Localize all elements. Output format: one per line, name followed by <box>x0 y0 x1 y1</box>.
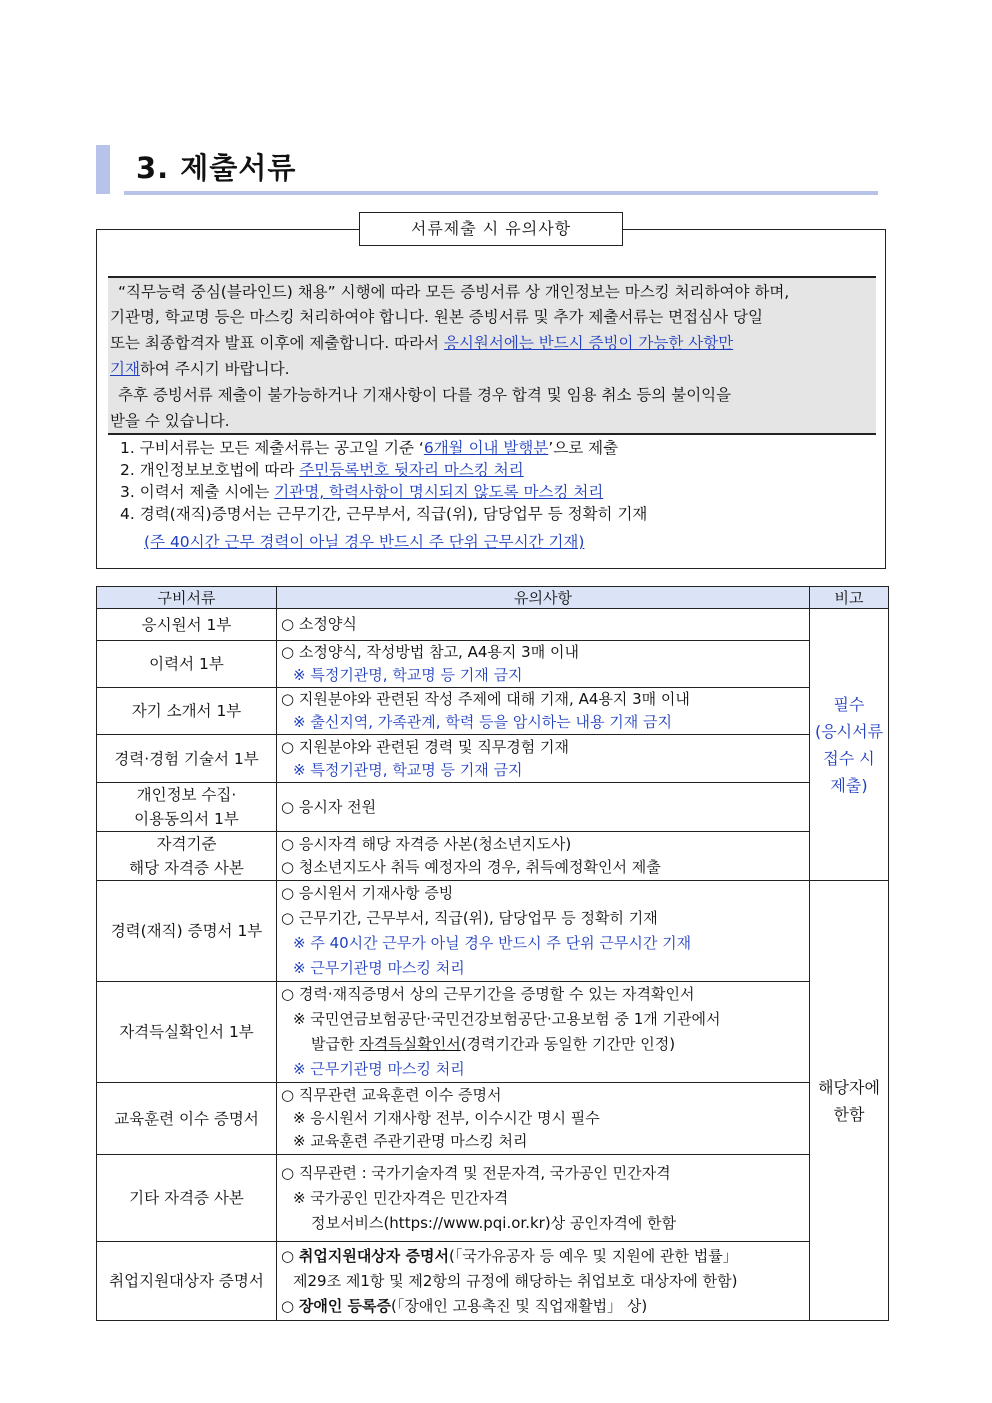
note-bold: 장애인 등록증 <box>298 1296 392 1315</box>
note-text: (「국가유공자 등 예우 및 지원에 관한 법률」 <box>448 1246 738 1265</box>
notice-item-3-em: 기관명, 학력사항이 명시되지 않도록 마스킹 처리 <box>274 483 604 501</box>
notice-sub-note: (주 40시간 근무 경력이 아닐 경우 반드시 주 단위 근무시간 기재) <box>144 533 585 551</box>
notice-emphasis: 응시원서에는 반드시 증빙이 가능한 사항만 <box>443 334 734 352</box>
notice-item-3 <box>120 480 603 502</box>
note-line: ○ 직무관련 : 국가기술자격 및 전문자격, 국가공인 민간자격 <box>281 1163 671 1182</box>
table-row <box>97 688 889 735</box>
doc-name-line: 이용동의서 1부 <box>134 810 239 828</box>
section-underline <box>124 191 878 195</box>
notice-item-1-post: ’으로 제출 <box>548 439 619 457</box>
note-line: ※ 근무기관명 마스킹 처리 <box>293 959 465 977</box>
doc-notes <box>277 735 810 783</box>
notice-line-4 <box>110 357 290 379</box>
table-row <box>97 1083 889 1155</box>
document-table <box>96 586 889 1321</box>
notice-item-2 <box>120 458 524 480</box>
doc-name <box>97 783 277 832</box>
doc-notes <box>277 881 810 982</box>
notice-item-2-pre: 2. 개인정보보호법에 따라 <box>120 461 300 479</box>
note-line: ※ 출신지역, 가족관계, 학력 등을 암시하는 내용 기재 금지 <box>293 713 673 731</box>
note-text: (경력기간과 동일한 기간만 인정) <box>460 1035 676 1053</box>
remark-applicable <box>810 881 889 1321</box>
note-line: ○ 소정양식, 작성방법 참고, A4용지 3매 이내 <box>281 643 579 661</box>
note-line: ※ 국가공인 민간자격은 민간자격 <box>293 1188 509 1207</box>
note-line: ○ 청소년지도사 취득 예정자의 경우, 취득예정확인서 제출 <box>281 858 661 876</box>
table-header-row <box>97 587 889 609</box>
remark-line: 제출) <box>830 775 868 795</box>
note-line: ※ 근무기관명 마스킹 처리 <box>293 1060 465 1078</box>
doc-name: 기타 자격증 사본 <box>97 1155 277 1242</box>
note-line: ○ 지원분야와 관련된 경력 및 직무경험 기재 <box>281 737 570 756</box>
notice-item-1 <box>120 436 618 458</box>
note-line: ○ 소정양식 <box>281 615 357 633</box>
note-text: 발급한 <box>311 1035 360 1053</box>
table-row <box>97 641 889 688</box>
note-line: ○ 지원분야와 관련된 작성 주제에 대해 기재, A4용지 3매 이내 <box>281 690 690 708</box>
table-row <box>97 982 889 1083</box>
notice-line-6: 받을 수 있습니다. <box>110 412 230 430</box>
section-bar <box>96 145 110 194</box>
doc-notes <box>277 832 810 881</box>
header-docs: 구비서류 <box>97 587 277 609</box>
remark-line: (응시서류 <box>814 721 884 741</box>
note-line: ○ 응시자격 해당 자격증 사본(청소년지도사) <box>281 835 572 853</box>
doc-notes <box>277 783 810 832</box>
remark-line: 필수 <box>833 694 865 714</box>
doc-name: 경력(재직) 증명서 1부 <box>97 881 277 982</box>
note-line: ○ 응시원서 기재사항 증빙 <box>281 884 454 902</box>
doc-notes <box>277 1155 810 1242</box>
note-text: ○ <box>281 1296 299 1315</box>
note-line: ※ 국민연금보험공단·국민건강보험공단·고용보험 중 1개 기관에서 <box>293 1010 721 1028</box>
note-line <box>281 1244 809 1269</box>
doc-notes <box>277 609 810 641</box>
table-row <box>97 881 889 982</box>
note-underlined: 자격득실확인서 <box>359 1035 461 1053</box>
remark-line: 접수 시 <box>823 748 875 768</box>
doc-name: 취업지원대상자 증명서 <box>97 1242 277 1321</box>
notice-item-4: 4. 경력(재직)증명서는 근무기간, 근무부서, 직급(위), 담당업무 등 정확히 기재 <box>120 505 648 523</box>
doc-notes <box>277 982 810 1083</box>
doc-name-line: 해당 자격증 사본 <box>129 859 244 877</box>
doc-notes <box>277 1242 810 1321</box>
table-row <box>97 1155 889 1242</box>
note-line: ※ 특정기관명, 학교명 등 기재 금지 <box>293 760 523 779</box>
notice-line-5: 추후 증빙서류 제출이 불가능하거나 기재사항이 다를 경우 합격 및 임용 취소 등의 불이익을 <box>118 386 732 404</box>
table-row <box>97 735 889 783</box>
remark-line: 한함 <box>833 1104 865 1124</box>
doc-name: 이력서 1부 <box>97 641 277 688</box>
notice-item-1-pre: 1. 구비서류는 모든 제출서류는 공고일 기준 ‘ <box>120 439 424 457</box>
note-line: ※ 응시원서 기재사항 전부, 이수시간 명시 필수 <box>293 1109 600 1127</box>
note-line: ○ 근무기간, 근무부서, 직급(위), 담당업무 등 정확히 기재 <box>281 909 658 927</box>
notice-line-3 <box>110 331 733 353</box>
note-line: ○ 직무관련 교육훈련 이수 증명서 <box>281 1086 502 1104</box>
doc-notes <box>277 688 810 735</box>
note-text: ○ <box>281 1246 299 1265</box>
table-row <box>97 609 889 641</box>
table-row <box>97 1242 889 1321</box>
doc-notes <box>277 1083 810 1155</box>
table-row <box>97 832 889 881</box>
note-text: (「장애인 고용촉진 및 직업재활법」 상) <box>391 1296 648 1315</box>
doc-notes <box>277 641 810 688</box>
notice-line-4-text: 하여 주시기 바랍니다. <box>139 360 290 378</box>
doc-name-line: 개인정보 수집· <box>136 786 237 804</box>
note-line: ※ 교육훈련 주관기관명 마스킹 처리 <box>293 1132 528 1150</box>
notice-item-3-pre: 3. 이력서 제출 시에는 <box>120 483 275 501</box>
notice-tab: 서류제출 시 유의사항 <box>359 212 623 246</box>
section-title: 3. 제출서류 <box>136 151 297 185</box>
notice-emphasis-cont: 기재 <box>110 360 140 378</box>
notice-item-2-em: 주민등록번호 뒷자리 마스킹 처리 <box>299 461 524 479</box>
header-notes: 유의사항 <box>277 587 810 609</box>
notice-line-1: “직무능력 중심(블라인드) 채용” 시행에 따라 모든 증빙서류 상 개인정보는 마스킹 처리하여야 하며, <box>118 283 790 301</box>
notice-item-1-em: 6개월 이내 발행분 <box>423 439 549 457</box>
table-row <box>97 783 889 832</box>
note-line: ※ 특정기관명, 학교명 등 기재 금지 <box>293 666 523 684</box>
note-line <box>281 1032 809 1057</box>
note-line: ○ 경력·재직증명서 상의 근무기간을 증명할 수 있는 자격확인서 <box>281 985 695 1003</box>
note-line: 정보서비스(https://www.pqi.or.kr)상 공인자격에 한함 <box>311 1213 677 1232</box>
notice-line-3-text: 또는 최종합격자 발표 이후에 제출합니다. 따라서 <box>110 334 444 352</box>
doc-name: 교육훈련 이수 증명서 <box>97 1083 277 1155</box>
doc-name: 자격득실확인서 1부 <box>97 982 277 1083</box>
notice-line-2: 기관명, 학교명 등은 마스킹 처리하여야 합니다. 원본 증빙서류 및 추가 제출서류는 면접심사 당일 <box>110 308 763 326</box>
doc-name: 자기 소개서 1부 <box>97 688 277 735</box>
doc-name <box>97 832 277 881</box>
note-line: ○ 응시자 전원 <box>281 797 377 816</box>
remark-required <box>810 609 889 881</box>
note-bold: 취업지원대상자 증명서 <box>298 1246 449 1265</box>
doc-name: 응시원서 1부 <box>97 609 277 641</box>
header-remark: 비고 <box>810 587 889 609</box>
doc-name: 경력·경험 기술서 1부 <box>97 735 277 783</box>
note-line: 제29조 제1항 및 제2항의 규정에 해당하는 취업보호 대상자에 한함) <box>293 1271 738 1290</box>
note-line <box>281 1294 809 1319</box>
doc-name-line: 자격기준 <box>156 835 217 853</box>
remark-line: 해당자에 <box>818 1077 880 1097</box>
notice-highlight <box>108 276 876 435</box>
note-line: ※ 주 40시간 근무가 아닐 경우 반드시 주 단위 근무시간 기재 <box>293 934 692 952</box>
